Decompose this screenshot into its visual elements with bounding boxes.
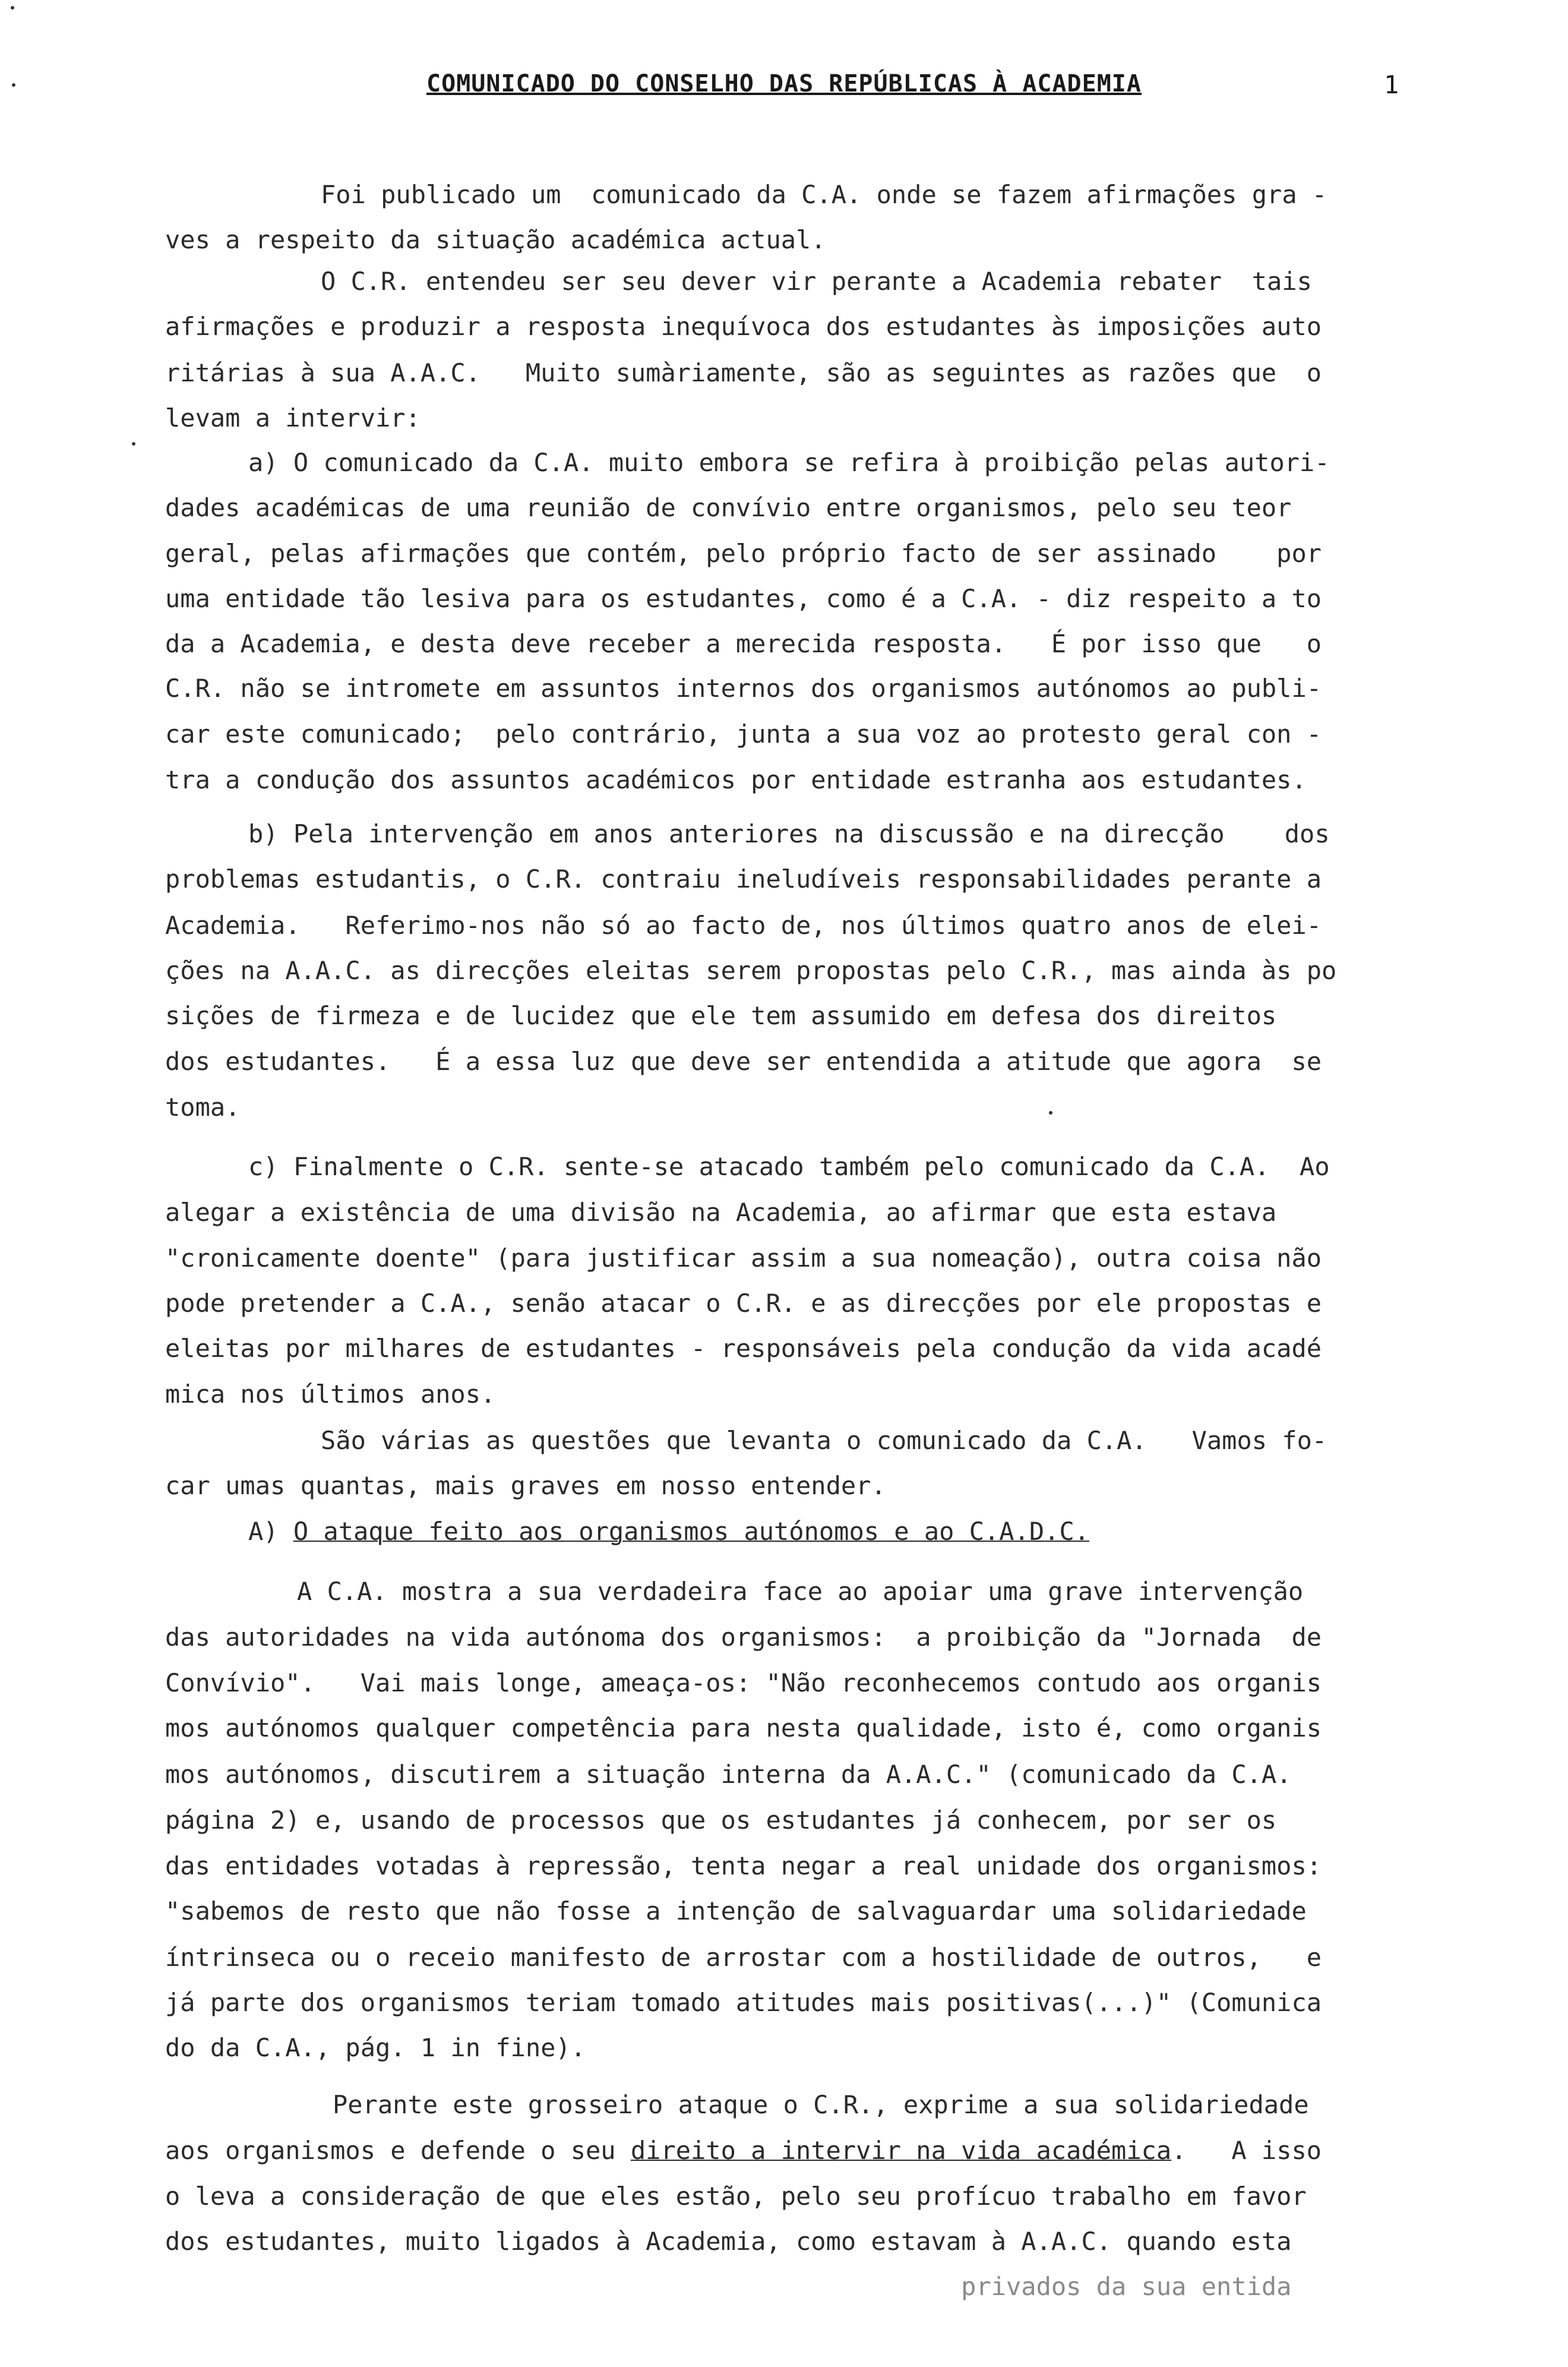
text-line: página 2) e, usando de processos que os estudantes já conhecem, por ser os — [165, 1806, 1277, 1835]
text-line: ritárias à sua A.A.C. Muito sumàriamente, são as seguintes as razões que o — [165, 358, 1322, 387]
text-line: A C.A. mostra a sua verdadeira face ao apoiar uma grave intervenção — [297, 1577, 1304, 1606]
text-line: sições de firmeza e de lucidez que ele tem assumido em defesa dos direitos — [165, 1001, 1277, 1030]
text-line: privados da sua entida — [165, 2272, 1292, 2301]
text-line: mos autónomos qualquer competência para nesta qualidade, isto é, como organis — [165, 1713, 1322, 1743]
text-line: São várias as questões que levanta o comunicado da C.A. Vamos fo- — [321, 1426, 1327, 1455]
section-heading: O ataque feito aos organismos autónomos e ao C.A.D.C. — [293, 1517, 1090, 1546]
text-line: car este comunicado; pelo contrário, junta a sua voz ao protesto geral con - — [165, 719, 1322, 749]
text-line: pode pretender a C.A., senão atacar o C.R. e as direcções por ele propostas e — [165, 1289, 1322, 1318]
text-line: da a Academia, e desta deve receber a merecida resposta. É por isso que o — [165, 629, 1322, 658]
margin-mark — [132, 442, 135, 446]
text-line: "sabemos de resto que não fosse a intenção de salvaguardar uma solidariedade — [165, 1896, 1307, 1926]
page-number: 1 — [1384, 70, 1399, 99]
text-line: O C.R. entendeu ser seu dever vir perante a Academia rebater tais — [321, 267, 1312, 296]
text-line: geral, pelas afirmações que contém, pelo próprio facto de ser assinado por — [165, 539, 1322, 568]
text-line: "cronicamente doente" (para justificar assim a sua nomeação), outra coisa não — [165, 1244, 1322, 1273]
text-line: já parte dos organismos teriam tomado atitudes mais positivas(...)" (Comunica — [165, 1988, 1322, 2017]
text-line: alegar a existência de uma divisão na Academia, ao afirmar que esta estava — [165, 1198, 1277, 1227]
margin-mark — [11, 6, 14, 10]
text-line: o leva a consideração de que eles estão, pelo seu profícuo trabalho em favor — [165, 2182, 1307, 2211]
text-line: tra a condução dos assuntos académicos por entidade estranha aos estudantes. — [165, 765, 1307, 794]
text-line: b) Pela intervenção em anos anteriores na discussão e na direcção dos — [248, 819, 1330, 848]
text-span: . A isso — [1171, 2136, 1322, 2165]
heading-prefix: A) — [248, 1517, 293, 1546]
text-line — [248, 1519, 1089, 1544]
text-line: mica nos últimos anos. — [165, 1380, 496, 1409]
text-line: dades académicas de uma reunião de convívio entre organismos, pelo seu teor — [165, 493, 1292, 522]
text-line: Foi publicado um comunicado da C.A. onde se fazem afirmações gra - — [321, 180, 1327, 209]
text-span: aos organismos e defende o seu — [165, 2136, 631, 2165]
text-line: do da C.A., pág. 1 in fine). — [165, 2033, 586, 2062]
text-line: Perante este grosseiro ataque o C.R., exprime a sua solidariedade — [333, 2090, 1309, 2119]
text-line: mos autónomos, discutirem a situação interna da A.A.C." (comunicado da C.A. — [165, 1760, 1292, 1789]
text-line: dos estudantes, muito ligados à Academia, como estavam à A.A.C. quando esta — [165, 2227, 1292, 2256]
text-line — [165, 2138, 1322, 2163]
text-line: a) O comunicado da C.A. muito embora se refira à proibição pelas autori- — [248, 448, 1330, 477]
underlined-phrase: direito a intervir na vida académica — [630, 2136, 1172, 2165]
text-line: levam a intervir: — [165, 403, 421, 433]
text-line: problemas estudantis, o C.R. contraiu ineludíveis responsabilidades perante a — [165, 864, 1322, 894]
text-line: Academia. Referimo-nos não só ao facto de, nos últimos quatro anos de elei- — [165, 911, 1322, 940]
text-line: eleitas por milhares de estudantes - responsáveis pela condução da vida acadé — [165, 1334, 1322, 1363]
text-line: c) Finalmente o C.R. sente-se atacado também pelo comunicado da C.A. Ao — [248, 1152, 1330, 1181]
text-line: Convívio". Vai mais longe, ameaça-os: "Não reconhecemos contudo aos organis — [165, 1668, 1322, 1697]
text-line: ções na A.A.C. as direcções eleitas serem propostas pelo C.R., mas ainda às po — [165, 956, 1337, 985]
margin-mark — [12, 83, 15, 87]
text-line: ves a respeito da situação académica actual. — [165, 225, 826, 254]
text-line: C.R. não se intromete em assuntos internos dos organismos autónomos ao publi- — [165, 674, 1322, 703]
text-line: afirmações e produzir a resposta inequívoca dos estudantes às imposições auto — [165, 312, 1322, 341]
text-line: íntrinseca ou o receio manifesto de arrostar com a hostilidade de outros, e — [165, 1943, 1322, 1972]
margin-mark — [1049, 1111, 1052, 1115]
text-line: car umas quantas, mais graves em nosso entender. — [165, 1471, 886, 1500]
text-line: das entidades votadas à repressão, tenta negar a real unidade dos organismos: — [165, 1851, 1322, 1880]
text-line: uma entidade tão lesiva para os estudantes, como é a C.A. - diz respeito a to — [165, 584, 1322, 613]
document-title: COMUNICADO DO CONSELHO DAS REPÚBLICAS À ACADEMIA — [426, 70, 1142, 97]
text-line: dos estudantes. É a essa luz que deve ser entendida a atitude que agora se — [165, 1047, 1322, 1076]
text-line: das autoridades na vida autónoma dos organismos: a proibição da "Jornada de — [165, 1623, 1322, 1652]
text-line: toma. — [165, 1093, 241, 1122]
